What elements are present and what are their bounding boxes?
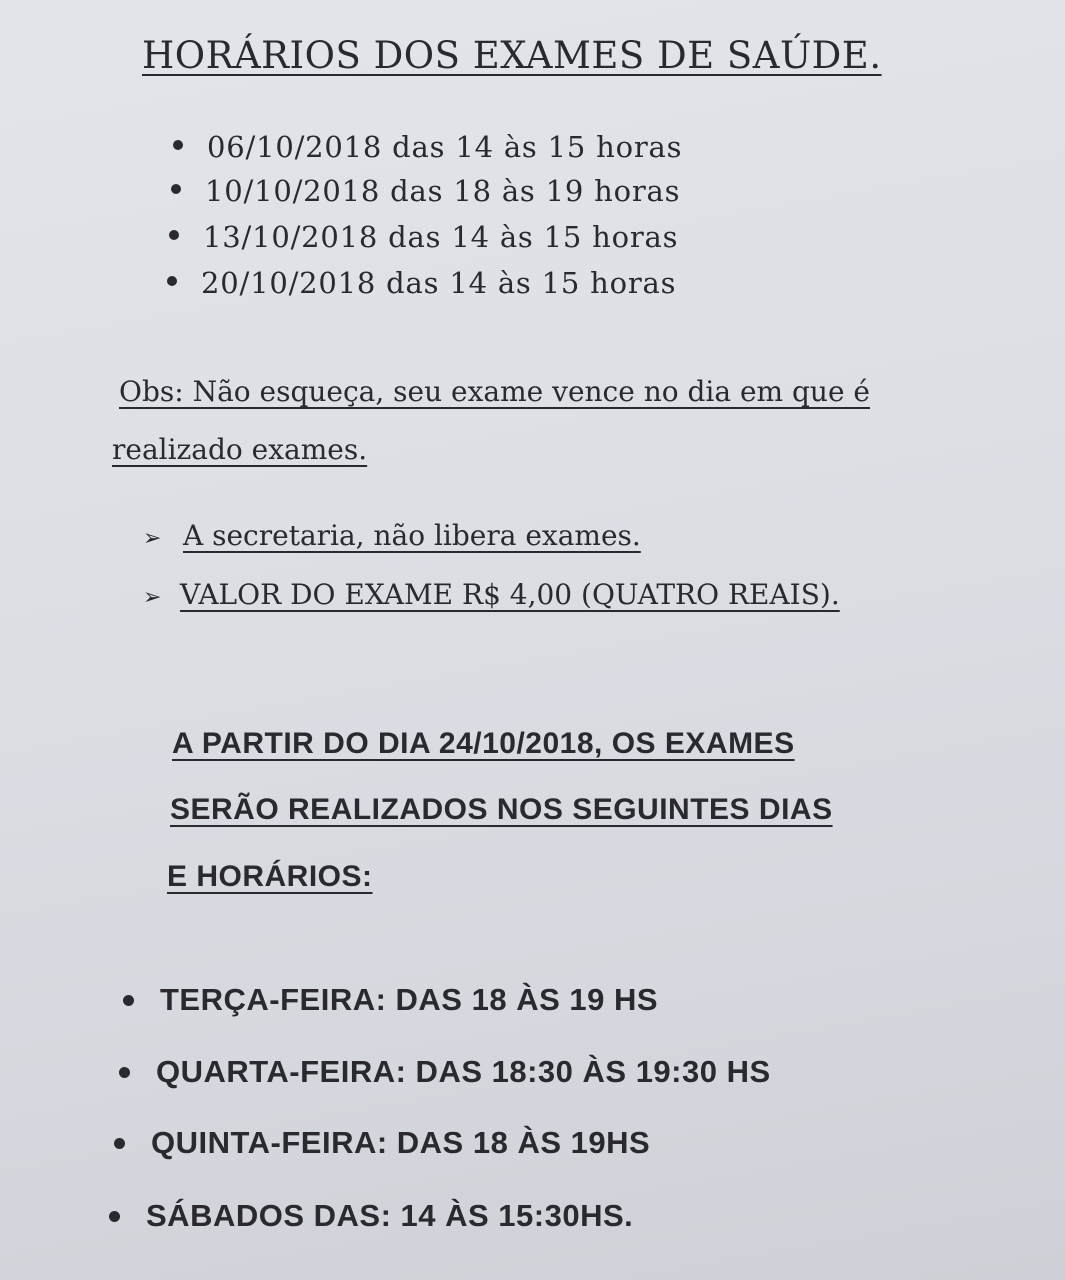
note-item: VALOR DO EXAME R$ 4,00 (QUATRO REAIS). — [180, 578, 840, 611]
schedule-item: 06/10/2018 das 14 às 15 horas — [207, 130, 683, 164]
bullet-icon — [109, 1211, 120, 1222]
schedule-item: 13/10/2018 das 14 às 15 horas — [203, 220, 679, 254]
new-schedule-heading-line-3: E HORÁRIOS: — [167, 860, 373, 893]
arrowhead-right-icon: ➢ — [143, 526, 162, 551]
bullet-icon — [171, 184, 181, 194]
observation-line-2: realizado exames. — [112, 433, 368, 466]
notice-title: HORÁRIOS DOS EXAMES DE SAÚDE. — [142, 34, 882, 77]
bullet-icon — [169, 230, 179, 240]
arrowhead-right-icon: ➢ — [143, 585, 162, 610]
weekly-schedule-item: SÁBADOS DAS: 14 ÀS 15:30HS. — [146, 1198, 634, 1233]
bullet-icon — [119, 1067, 130, 1078]
weekly-schedule-item: QUARTA-FEIRA: DAS 18:30 ÀS 19:30 HS — [156, 1054, 771, 1089]
weekly-schedule-item: QUINTA-FEIRA: DAS 18 ÀS 19HS — [151, 1125, 651, 1160]
schedule-item: 10/10/2018 das 18 às 19 horas — [205, 174, 681, 208]
observation-line-1: Obs: Não esqueça, seu exame vence no dia em que é — [119, 375, 870, 408]
weekly-schedule-item: TERÇA-FEIRA: DAS 18 ÀS 19 HS — [160, 982, 659, 1017]
bullet-icon — [173, 140, 183, 150]
bullet-icon — [114, 1138, 125, 1149]
new-schedule-heading-line-2: SERÃO REALIZADOS NOS SEGUINTES DIAS — [170, 793, 833, 826]
note-item: A secretaria, não libera exames. — [183, 519, 641, 552]
bullet-icon — [123, 995, 134, 1006]
schedule-item: 20/10/2018 das 14 às 15 horas — [201, 266, 677, 300]
new-schedule-heading-line-1: A PARTIR DO DIA 24/10/2018, OS EXAMES — [172, 727, 795, 760]
bullet-icon — [167, 276, 177, 286]
